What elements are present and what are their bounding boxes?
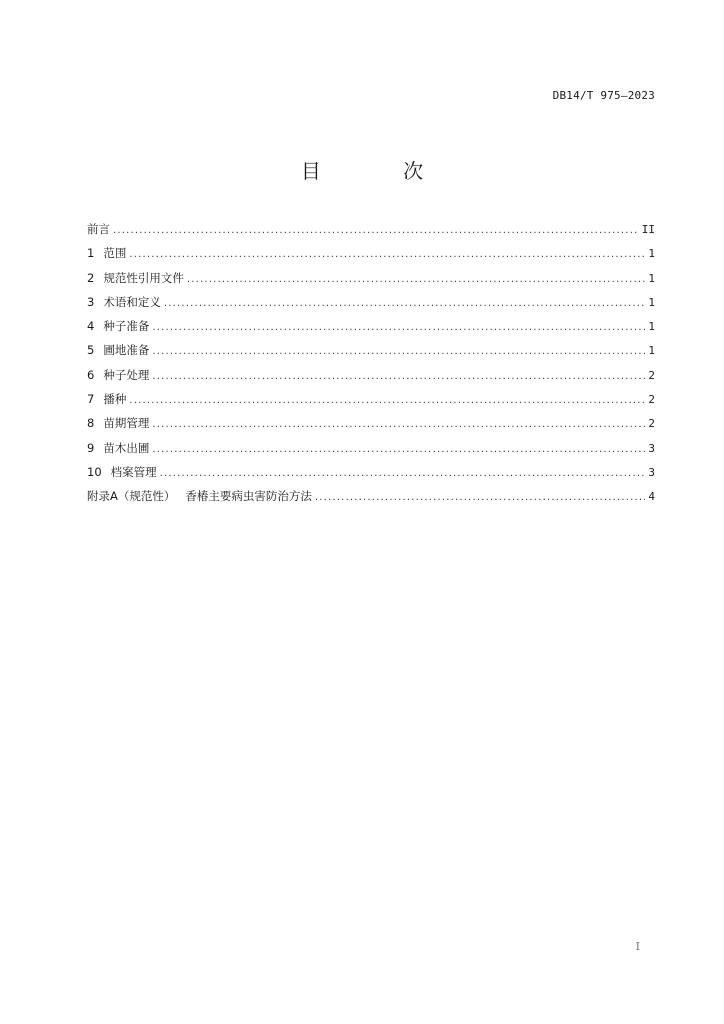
- toc-leader: [113, 221, 639, 241]
- toc-entry-number: 9: [87, 440, 95, 455]
- toc-entry-page: 3: [648, 441, 655, 455]
- toc-entry-label: 术语和定义: [103, 294, 161, 309]
- toc-leader: [129, 245, 645, 265]
- appendix-prefix: 附录A（规范性）: [87, 489, 176, 504]
- toc-entry-label: 圃地准备: [103, 343, 150, 358]
- toc-entry-label: 种子准备: [103, 319, 150, 334]
- toc-entry-3[interactable]: [87, 292, 655, 316]
- toc-entry-page: 3: [648, 465, 655, 479]
- toc-entry-appendix-a[interactable]: [87, 486, 655, 510]
- toc-entry-number: 7: [87, 392, 95, 407]
- toc-leader: [152, 318, 645, 338]
- toc-entry-number: 3: [87, 294, 95, 309]
- toc-entry-page: 1: [648, 271, 655, 285]
- toc-entry-page: 2: [648, 417, 655, 431]
- toc-leader: [129, 391, 645, 411]
- toc-entry-label: 前言: [87, 222, 110, 236]
- toc-entry-page: 4: [648, 490, 655, 504]
- table-of-contents: [87, 219, 655, 511]
- page-title: 目 次: [300, 159, 462, 183]
- toc-leader: [315, 488, 646, 508]
- toc-leader: [152, 415, 645, 435]
- toc-entry-page: 1: [648, 320, 655, 334]
- toc-entry-label: 规范性引用文件: [103, 270, 184, 285]
- toc-entry-number: 8: [87, 416, 95, 431]
- toc-entry-page: 1: [648, 295, 655, 309]
- toc-entry-label: 苗木出圃: [103, 440, 150, 455]
- toc-entry-5[interactable]: [87, 340, 655, 364]
- toc-entry-1[interactable]: [87, 243, 655, 267]
- toc-entry-number: 6: [87, 367, 95, 382]
- toc-entry-number: 2: [87, 270, 95, 285]
- toc-entry-label: 种子处理: [103, 367, 150, 382]
- toc-entry-2[interactable]: [87, 268, 655, 292]
- toc-entry-6[interactable]: [87, 365, 655, 389]
- toc-entry-foreword[interactable]: [87, 219, 655, 243]
- toc-leader: [160, 464, 646, 484]
- toc-leader: [152, 342, 645, 362]
- toc-leader: [164, 294, 646, 314]
- toc-entry-number: 4: [87, 319, 95, 334]
- toc-leader: [152, 367, 645, 387]
- standard-code: DB14/T 975—2023: [552, 89, 655, 102]
- toc-entry-page: 2: [648, 393, 655, 407]
- toc-entry-page: 1: [648, 344, 655, 358]
- toc-entry-label: 苗期管理: [103, 416, 150, 431]
- toc-entry-page: 1: [648, 247, 655, 261]
- toc-entry-8[interactable]: [87, 413, 655, 437]
- toc-entry-7[interactable]: [87, 389, 655, 413]
- toc-entry-10[interactable]: [87, 462, 655, 486]
- toc-leader: [187, 270, 646, 290]
- toc-entry-page: 2: [648, 368, 655, 382]
- appendix-label: 香椿主要病虫害防治方法: [185, 489, 312, 504]
- toc-entry-9[interactable]: [87, 438, 655, 462]
- toc-entry-page: II: [641, 223, 655, 236]
- toc-leader: [152, 440, 645, 460]
- toc-entry-number: 5: [87, 343, 95, 358]
- toc-entry-number: 1: [87, 246, 95, 261]
- page-number: I: [635, 940, 640, 953]
- toc-entry-4[interactable]: [87, 316, 655, 340]
- toc-entry-label: 档案管理: [110, 464, 157, 479]
- toc-entry-label: 范围: [103, 246, 127, 261]
- toc-entry-label: 播种: [103, 392, 127, 407]
- toc-entry-number: 10: [87, 464, 102, 479]
